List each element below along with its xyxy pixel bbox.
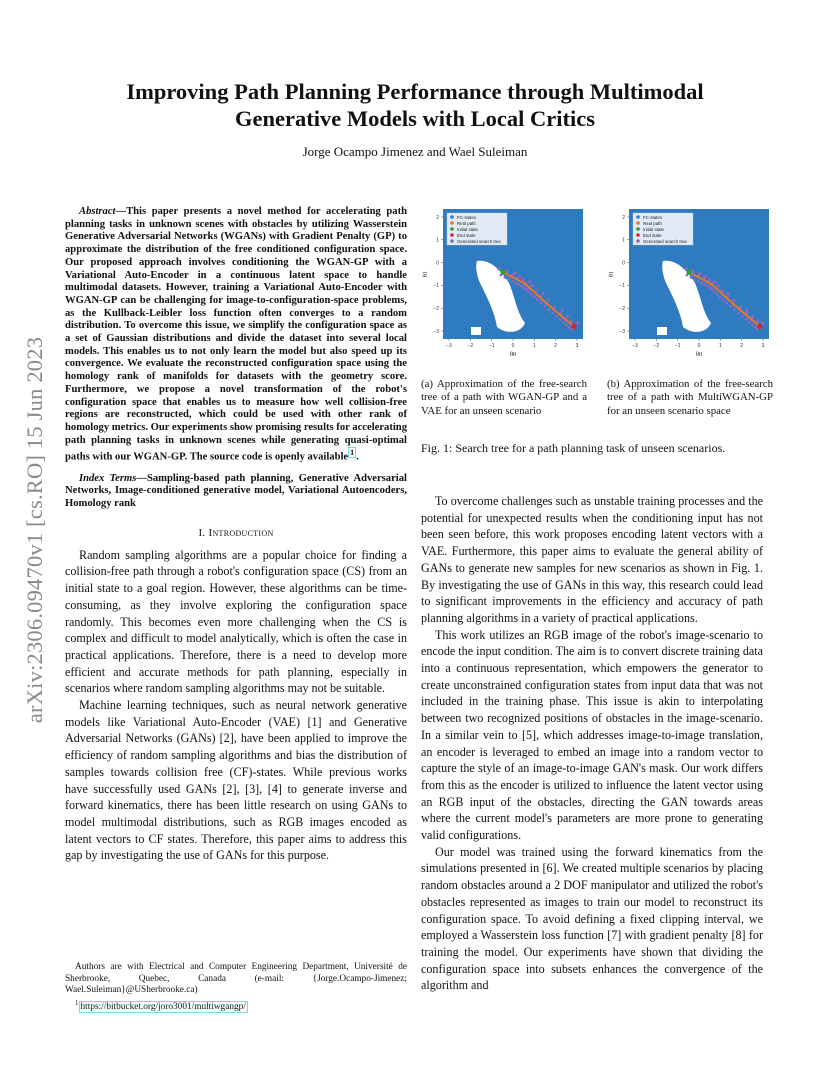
legend-marker xyxy=(450,221,454,225)
search-tree-point xyxy=(527,290,530,293)
body-paragraph-1: To overcome challenges such as unstable training processes and the potential for unexpected results when the conditioning input has not been seen before, this work proposes encoding latent vectors with a VAE. Furthermore, this paper aims to evaluate the general ability of GANs to generate new samples for new scenarios as shown in Fig. 1. By investigating the use of GANs in this way, this research could lead to significant improvements in the efficiency and accuracy of path planning algorithms in a variety of practical applications. xyxy=(421,494,763,625)
search-tree-point xyxy=(713,290,716,293)
legend-label: Initial state xyxy=(457,226,478,232)
abstract-label: Abstract xyxy=(79,206,116,217)
paper-title: Improving Path Planning Performance through Multimodal Generative Models with Local Critics xyxy=(126,79,704,131)
code-url-link[interactable]: https://bitbucket.org/joro3001/multiwgangp/ xyxy=(80,1001,246,1012)
legend-marker xyxy=(450,233,454,237)
legend-label: End state xyxy=(457,232,476,238)
subfigure-b-caption: (b) Approximation of the free-search tree of a path with MultiWGAN-GP for an unseen scenario space xyxy=(607,378,773,417)
legend-marker xyxy=(636,227,640,231)
free-space-region xyxy=(471,327,481,335)
legend-label: Generated search tree xyxy=(643,238,687,244)
initial-state-marker xyxy=(686,269,691,274)
search-tree-point xyxy=(533,295,536,298)
y-tick-label: 1 xyxy=(436,237,439,244)
abstract-text: —This paper presents a novel method for accelerating path planning tasks in unknown scenes with obstacles by utilizing Wasserstein Generative Adversarial Networks (WGANs) with Gradient Penalty (GP) to approximate the distribution of the free conditioned configuration space. Our proposed approach involves conditioning the WGAN-GP with a Variational Auto-Encoder in a continuous latent space to handle multimodal datasets. However, training a Variational Auto-Encoder with WGAN-GP can be challenging for image-to-configuration-space problems, as the Kullback-Leibler loss function often converges to a random distribution. To overcome this issue, we simplify the configuration space as a set of Gaussian distributions and divide the dataset into several local models. This enables us to not only learn the model but also speed up its convergence. We evaluate the reconstructed configuration space using the homology rank of manifolds for datasets with the geometry score. Furthermore, we propose a novel transformation of the robot's configuration space that enables us to measure how well collision-free regions are reconstructed, which could be used with other rank of homology metrics. Our experiments show promising results for accelerating path planning tasks in unknown scenes while generating quasi-optimal paths with our WGAN-GP. The source code is openly available xyxy=(65,206,407,463)
x-tick-label: −2 xyxy=(467,343,474,349)
search-tree-point xyxy=(568,326,571,329)
search-tree-point xyxy=(693,278,696,281)
legend-label: Generated search tree xyxy=(457,238,501,244)
search-tree-point xyxy=(547,299,550,302)
search-tree-point xyxy=(504,276,507,279)
footnote-mark: 1 xyxy=(75,998,79,1007)
search-tree-point xyxy=(555,315,558,318)
search-tree-point xyxy=(562,321,565,324)
search-tree-point xyxy=(746,309,749,312)
search-tree-point xyxy=(561,309,564,312)
search-tree-point xyxy=(520,285,523,288)
right-column xyxy=(421,205,773,994)
search-tree-point xyxy=(522,286,525,289)
paper-authors: Jorge Ocampo Jimenez and Wael Suleiman xyxy=(302,144,528,159)
search-tree-plot-a xyxy=(421,205,587,370)
search-tree-point xyxy=(530,293,533,296)
search-tree-point xyxy=(536,298,539,301)
code-footnote xyxy=(65,999,407,1012)
search-tree-point xyxy=(732,299,735,302)
legend-marker xyxy=(450,239,454,243)
x-tick-label: −3 xyxy=(632,343,638,349)
legend-label: FC-states xyxy=(457,214,477,220)
subfigure-a-caption: (a) Approximation of the free-search tree of a path with WGAN-GP and a VAE for an unseen scenario xyxy=(421,378,587,417)
search-tree-point xyxy=(522,278,525,281)
y-tick-label: 0 xyxy=(622,260,625,267)
search-tree-point xyxy=(716,293,719,296)
y-tick-label: 1 xyxy=(622,237,625,244)
body-paragraph-2: This work utilizes an RGB image of the robot's image-scenario to encode the input condition. The aim is to convert discrete training data into a continuous representation, which empowers the generator to create unconstrained configuration states from input data that was not included in the training phase. This issue is akin to interpolating between two recognized positions of obstacles in the image-scenario. In a similar vein to [5], which addresses image-to-image translation, an encoder is leveraged to embed an image into a random vector to capture the style of an image-to-image GAN's mask. Our work differs from this as the encoder is utilized to influence the latent vector using an RGB input of the obstacles, directing the GAN towards areas where the current model's parameters are more prone to generating valid configurations. xyxy=(421,627,763,843)
search-tree-point xyxy=(748,321,751,324)
footnote-area xyxy=(65,962,407,1012)
search-tree-point xyxy=(514,281,517,284)
end-state-marker xyxy=(571,324,576,329)
x-tick-label: 3 xyxy=(575,343,579,349)
figure-caption: Fig. 1: Search tree for a path planning task of unseen scenarios. xyxy=(421,441,726,455)
search-tree-point xyxy=(722,298,725,301)
y-tick-label: −1 xyxy=(433,283,439,290)
y-tick-label: 2 xyxy=(622,214,625,221)
search-tree-point xyxy=(761,322,764,325)
search-tree-point xyxy=(566,315,569,318)
intro-paragraph-1: Random sampling algorithms are a popular choice for finding a collision-free path through a robot's configuration space (CS) from an initial state to a goal region. However, these algorithms can be time-consuming, as they involve exploring the configuration space randomly. This becomes even more challenging when the CS is complex and difficult to model analytically, which is often the case in practical applications. Therefore, there is a need to develop more efficient and accurate methods for path planning, especially in scenarios where random sampling algorithms may not be suitable. xyxy=(65,547,407,696)
x-tick-label: 2 xyxy=(740,343,744,349)
search-tree-point xyxy=(565,324,568,327)
x-tick-label: 0 xyxy=(511,343,515,349)
subfigure-a xyxy=(421,205,587,418)
plot-a xyxy=(421,205,587,370)
x-tick-label: −3 xyxy=(446,343,452,349)
search-tree-point xyxy=(547,308,550,311)
figure-1 xyxy=(421,205,773,455)
y-tick-label: 2 xyxy=(436,214,439,221)
legend-marker xyxy=(450,227,454,231)
index-terms xyxy=(65,473,407,511)
search-tree-point xyxy=(690,276,693,279)
x-tick-label: 3 xyxy=(761,343,765,349)
search-tree-point xyxy=(751,324,754,327)
search-tree-point xyxy=(729,305,732,308)
footnote-link[interactable]: 1 xyxy=(350,448,355,458)
search-tree-point xyxy=(703,283,706,286)
search-tree-point xyxy=(543,305,546,308)
x-tick-label: −2 xyxy=(653,343,660,349)
search-tree-point xyxy=(697,280,700,283)
search-tree-point xyxy=(733,308,736,311)
body-paragraph-3: Our model was trained using the forward kinematics from the simulations presented in [6]. We created multiple scenarios by placing random obstacles around a 2 DOF manipulator and utilized the robot's obstacles represented as images to train our model to reconstruct its configuration space. To avoid defining a fixed clipping interval, we employed a Wasserstein loss function [7] with gradient penalty [8] for training the model. Our experiments have shown that dividing the configuration space into subsets enhances the convergence of the algorithm and xyxy=(421,844,763,993)
search-tree-point xyxy=(711,288,714,291)
search-tree-point xyxy=(706,285,709,288)
x-axis-label: θ0 xyxy=(509,351,517,358)
legend-label: Real path xyxy=(643,220,662,226)
search-tree-point xyxy=(518,275,521,278)
y-tick-label: 0 xyxy=(436,260,439,267)
x-tick-label: 1 xyxy=(718,343,722,349)
legend-label: Initial state xyxy=(643,226,664,232)
x-tick-label: −1 xyxy=(488,343,495,349)
search-tree-point xyxy=(725,301,728,304)
arxiv-id-text: arXiv:2306.09470v1 [cs.RO] 15 Jun 2023 xyxy=(22,336,47,724)
x-tick-label: 1 xyxy=(532,343,536,349)
search-tree-point xyxy=(497,267,500,270)
search-tree-point xyxy=(559,318,562,321)
search-tree-point xyxy=(708,278,711,281)
legend-marker xyxy=(636,239,640,243)
legend-label: FC-states xyxy=(643,214,663,220)
search-tree-point xyxy=(531,284,534,287)
abstract-end: . xyxy=(356,451,359,463)
end-state-marker xyxy=(757,324,762,329)
search-tree-point xyxy=(542,292,545,295)
legend-marker xyxy=(636,221,640,225)
search-tree-point xyxy=(507,278,510,281)
index-terms-label: Index Terms xyxy=(79,472,137,484)
search-tree-point xyxy=(551,312,554,315)
free-space-region xyxy=(657,327,667,335)
legend-marker xyxy=(450,215,454,219)
left-column xyxy=(65,206,407,864)
plot-b xyxy=(607,205,773,370)
search-tree-point xyxy=(708,286,711,289)
search-tree-plot-b xyxy=(607,205,773,370)
search-tree-point xyxy=(727,292,730,295)
arxiv-identifier xyxy=(20,290,50,770)
y-tick-label: −3 xyxy=(619,328,625,335)
right-text-block xyxy=(421,493,763,994)
search-tree-point xyxy=(684,267,687,270)
x-tick-label: 0 xyxy=(697,343,701,349)
search-tree-point xyxy=(741,315,744,318)
search-tree-point xyxy=(737,312,740,315)
search-tree-point xyxy=(576,322,579,325)
initial-state-marker xyxy=(500,269,505,274)
section-heading: I. Introduction xyxy=(198,526,274,539)
search-tree-point xyxy=(745,318,748,321)
search-tree-point xyxy=(511,280,514,283)
y-axis-label: θ1 xyxy=(608,270,615,278)
legend-marker xyxy=(636,233,640,237)
y-tick-label: −1 xyxy=(619,283,625,290)
y-axis-label: θ1 xyxy=(422,270,429,278)
search-tree-point xyxy=(700,281,703,284)
abstract xyxy=(65,206,407,465)
search-tree-point xyxy=(505,270,508,273)
x-tick-label: 2 xyxy=(554,343,558,349)
legend-marker xyxy=(636,215,640,219)
x-tick-label: −1 xyxy=(674,343,681,349)
author-footnote: Authors are with Electrical and Computer Engineering Department, Université de Sherbrooke, Quebec, Canada (e-mail: {Jorge.Ocampo-Jimenez; Wael.Suleiman}@USherbrooke.ca) xyxy=(65,962,407,995)
search-tree-point xyxy=(754,326,757,329)
y-tick-label: −3 xyxy=(433,328,439,335)
search-tree-point xyxy=(691,270,694,273)
search-tree-point xyxy=(525,288,528,291)
subfigure-b xyxy=(607,205,773,418)
search-tree-point xyxy=(517,283,520,286)
y-tick-label: −2 xyxy=(619,306,625,312)
legend-label: Real path xyxy=(457,220,476,226)
y-tick-label: −2 xyxy=(433,306,439,312)
search-tree-point xyxy=(528,280,531,283)
search-tree-point xyxy=(539,301,542,304)
search-tree-point xyxy=(719,295,722,298)
index-terms-text: —Sampling-based path planning, Generative Adversarial Networks, Image-conditioned generative model, Variational Autoencoders, Homology rank xyxy=(65,472,407,509)
intro-paragraph-2: Machine learning techniques, such as neural network generative models like Variational Auto-Encoder (VAE) [1] and Generative Adversarial Networks (GANs) [2], have been applied to improve the efficiency of random sampling algorithms and bias the distribution of samples towards collision free (CF)-states. While previous works have successfully used GANs [2], [3], [4] to generate inverse and forward kinematics, there has been little research on using GANs to model multimodal distributions, such as RGB images encoded as latent vectors to CF states. Therefore, this paper aims to address this gap by investigating the use of GANs for this purpose. xyxy=(65,698,407,863)
legend-label: End state xyxy=(643,232,662,238)
x-axis-label: θ0 xyxy=(695,351,703,358)
